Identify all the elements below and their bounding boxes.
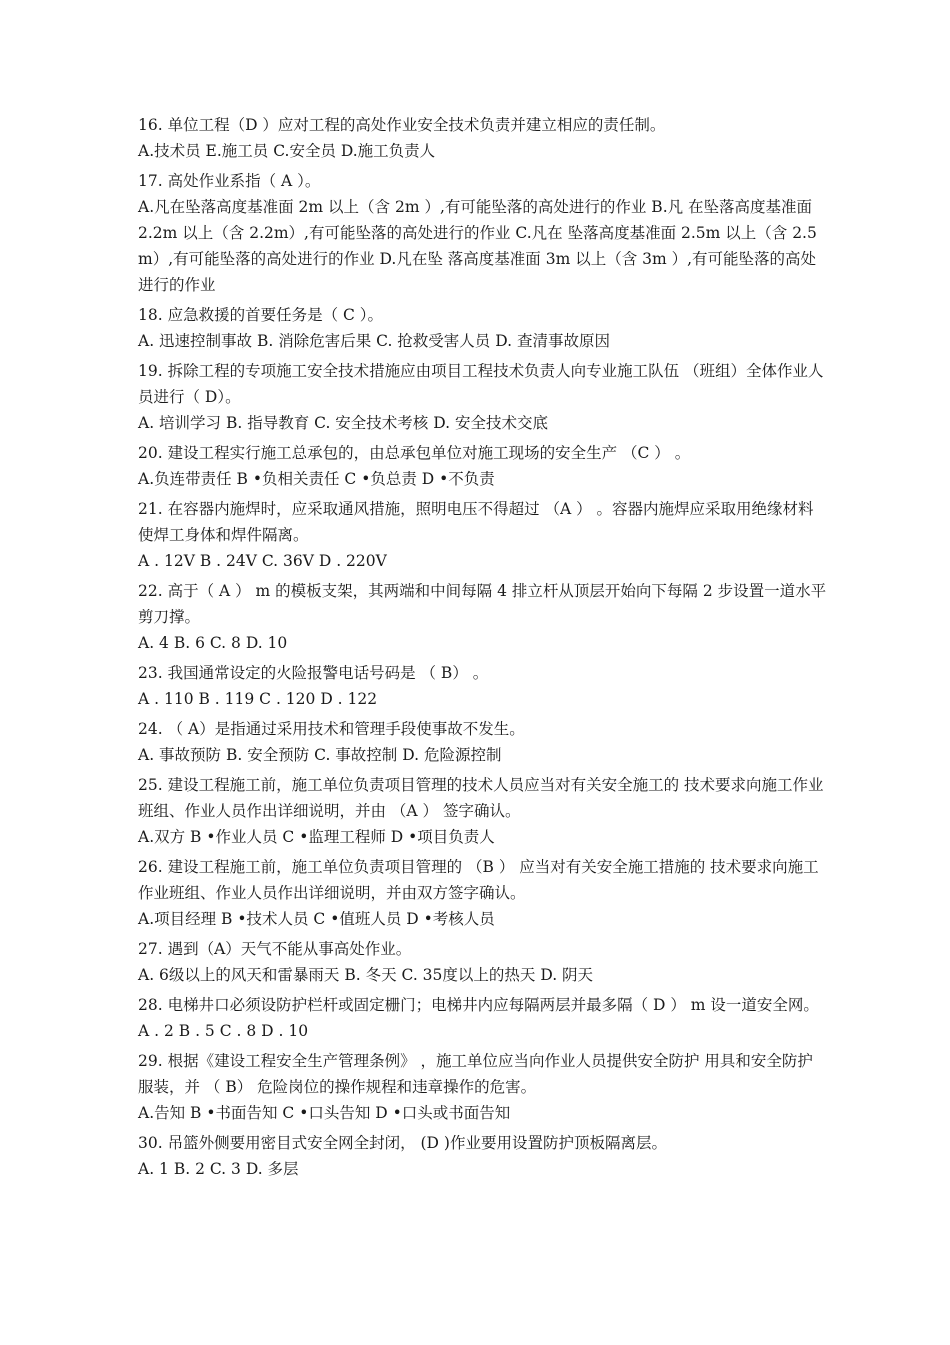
question-stem: 20. 建设工程实行施工总承包的，由总承包单位对施工现场的安全生产 （C ） 。 <box>138 444 691 462</box>
question-stem: 21. 在容器内施焊时，应采取通风措施，照明电压不得超过 （A ） 。容器内施焊应采取用绝缘材料使焊工身体和焊件隔离。 <box>138 500 814 544</box>
question-options: A . 2 B . 5 C . 8 D . 10 <box>138 1022 309 1040</box>
question-22 <box>138 578 828 656</box>
question-stem: 30. 吊篮外侧要用密目式安全网全封闭， (D )作业要用设置防护顶板隔离层。 <box>138 1134 667 1152</box>
question-stem: 23. 我国通常设定的火险报警电话号码是 （ B） 。 <box>138 664 489 682</box>
question-options: A. 培训学习 B. 指导教育 C. 安全技术考核 D. 安全技术交底 <box>138 414 548 432</box>
question-options: A.凡在坠落高度基准面 2m 以上（含 2m ）,有可能坠落的高处进行的作业 B.凡 在坠落高度基准面 2.2m 以上（含 2.2m）,有可能坠落的高处进行的作业 C.凡在 坠落高度基准面 2.5m 以上（含 2.5m）,有可能坠落的高处进行的作业 D.凡在坠 落高度基准面 3m 以上（含 3m ）,有可能坠落的高处进行的作业 <box>138 198 817 294</box>
question-28 <box>138 992 828 1044</box>
question-stem: 27. 遇到（A）天气不能从事高处作业。 <box>138 940 412 958</box>
question-18 <box>138 302 828 354</box>
question-options: A . 110 B . 119 C . 120 D . 122 <box>138 690 378 708</box>
question-16 <box>138 112 828 164</box>
question-23 <box>138 660 828 712</box>
question-options: A.技术员 E.施工员 C.安全员 D.施工负责人 <box>138 142 436 160</box>
question-options: A.项目经理 B •技术人员 C •值班人员 D •考核人员 <box>138 910 495 928</box>
question-options: A. 迅速控制事故 B. 消除危害后果 C. 抢救受害人员 D. 查清事故原因 <box>138 332 610 350</box>
question-27 <box>138 936 828 988</box>
question-stem: 26. 建设工程施工前，施工单位负责项目管理的 （B ） 应当对有关安全施工措施的 技术要求向施工作业班组、作业人员作出详细说明，并由双方签字确认。 <box>138 858 819 902</box>
question-26 <box>138 854 828 932</box>
question-stem: 28. 电梯井口必须设防护栏杆或固定栅门；电梯井内应每隔两层并最多隔（ D ） m 设一道安全网。 <box>138 996 819 1014</box>
question-options: A. 4 B. 6 C. 8 D. 10 <box>138 634 288 652</box>
question-25 <box>138 772 828 850</box>
question-options: A. 6级以上的风天和雷暴雨天 B. 冬天 C. 35度以上的热天 D. 阴天 <box>138 966 594 984</box>
question-list <box>138 112 828 1186</box>
question-stem: 24. （ A）是指通过采用技术和管理手段使事故不发生。 <box>138 720 525 738</box>
question-options: A.告知 B •书面告知 C •口头告知 D •口头或书面告知 <box>138 1104 511 1122</box>
question-17 <box>138 168 828 298</box>
question-options: A.负连带责任 B •负相关责任 C •负总责 D •不负责 <box>138 470 495 488</box>
question-stem: 19. 拆除工程的专项施工安全技术措施应由项目工程技术负责人向专业施工队伍 （班组）全体作业人员进行（ D）。 <box>138 362 824 406</box>
question-options: A.双方 B •作业人员 C •监理工程师 D •项目负责人 <box>138 828 495 846</box>
question-stem: 16. 单位工程（D ）应对工程的高处作业安全技术负责并建立相应的责任制。 <box>138 116 666 134</box>
question-options: A . 12V B . 24V C. 36V D . 220V <box>138 552 387 570</box>
question-stem: 29. 根据《建设工程安全生产管理条例》 ，施工单位应当向作业人员提供安全防护 用具和安全防护服装，并 （ B） 危险岗位的操作规程和违章操作的危害。 <box>138 1052 813 1096</box>
question-24 <box>138 716 828 768</box>
question-19 <box>138 358 828 436</box>
question-options: A. 1 B. 2 C. 3 D. 多层 <box>138 1160 299 1178</box>
question-stem: 25. 建设工程施工前，施工单位负责项目管理的技术人员应当对有关安全施工的 技术要求向施工作业班组、作业人员作出详细说明，并由 （A ） 签字确认。 <box>138 776 824 820</box>
question-stem: 17. 高处作业系指（ A ）。 <box>138 172 321 190</box>
question-stem: 18. 应急救援的首要任务是（ C ）。 <box>138 306 384 324</box>
question-29 <box>138 1048 828 1126</box>
question-stem: 22. 高于（ A ） m 的模板支架，其两端和中间每隔 4 排立杆从顶层开始向下每隔 2 步设置一道水平剪刀撑。 <box>138 582 827 626</box>
question-20 <box>138 440 828 492</box>
question-options: A. 事故预防 B. 安全预防 C. 事故控制 D. 危险源控制 <box>138 746 502 764</box>
question-21 <box>138 496 828 574</box>
question-30 <box>138 1130 828 1182</box>
